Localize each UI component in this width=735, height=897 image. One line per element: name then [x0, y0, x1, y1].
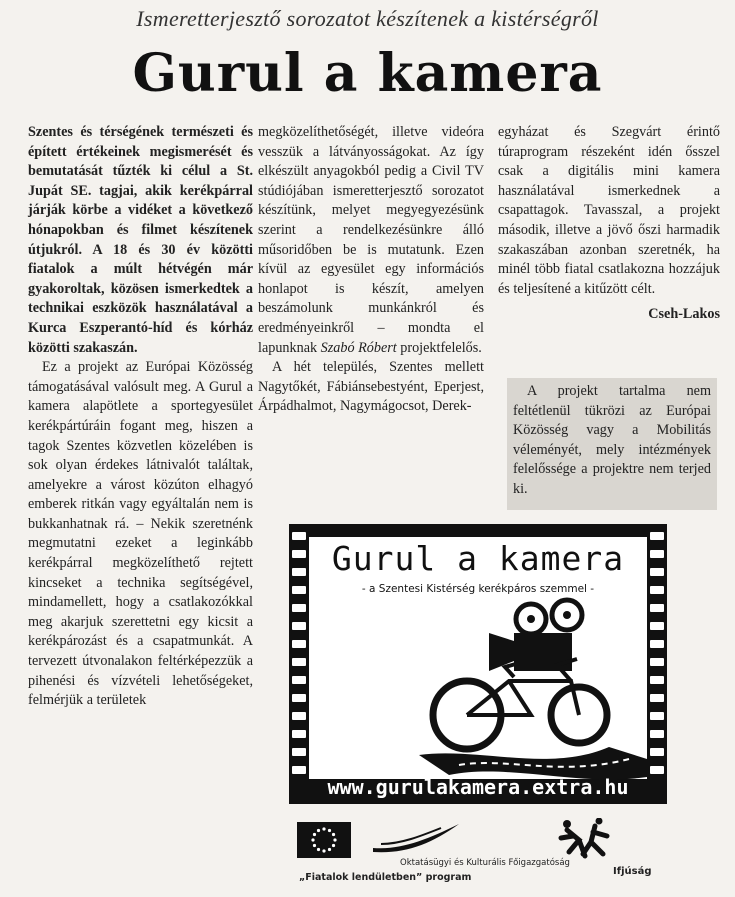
- film-perforation: [650, 532, 664, 540]
- film-perforation: [292, 568, 306, 576]
- eu-star: [322, 827, 325, 830]
- eu-star: [317, 829, 320, 832]
- film-perforation: [650, 640, 664, 648]
- film-perforation: [650, 604, 664, 612]
- project-lead-name: Szabó Róbert: [320, 339, 397, 356]
- film-perforation: [292, 694, 306, 702]
- film-perforation: [292, 622, 306, 630]
- eu-star: [332, 844, 335, 847]
- eu-flag-icon: [297, 822, 351, 858]
- film-perforation: [650, 568, 664, 576]
- film-perforation: [292, 676, 306, 684]
- eu-star: [328, 829, 331, 832]
- article-paragraph: A hét település, Szentes mellett Nagytőkét, Fábiánsebestyént, Eperjest, Árpádhalmot, Nagymágocsot, Derek-: [258, 359, 484, 415]
- film-perforation: [292, 748, 306, 756]
- poster-subtitle: - a Szentesi Kistérség kerékpáros szemmel -: [361, 583, 595, 595]
- film-perforation: [292, 730, 306, 738]
- movie-camera-icon: [514, 633, 572, 671]
- author-signature: Cseh-Lakos: [648, 306, 720, 323]
- film-perforation: [650, 658, 664, 666]
- film-perforation: [292, 532, 306, 540]
- disclaimer-text: A projekt tartalma nem feltétlenül tükrözi az Európai Közösség vagy a Mobilitás véleményét, mely intézmények felelőssége a projektre nem terjed ki.: [513, 383, 711, 497]
- column-3: [498, 123, 720, 325]
- disclaimer-box: [507, 378, 717, 510]
- film-perforation: [650, 622, 664, 630]
- poster-title: Gurul a kamera: [331, 539, 625, 578]
- article-paragraph: [258, 123, 484, 358]
- paragraph-text: megközelíthetőségét, illetve videóra vesszük a látványosságokat. Az így elkészült anyagokból pedig a Civil TV stúdiójában ismeretterjesztő sorozatot készítünk, melyet megyegyezésünk szerint a rendelkezésünkre álló műsoridőben be is mutatunk. Ezen kívül az egyesület egy információs honlapot is készít, amelyen beszámolunk munkánkról és eredményeinkről – mondta el lapunknak: [258, 124, 484, 356]
- film-reel-icon: [516, 600, 582, 634]
- mobilitas-swoosh-icon: [371, 820, 461, 856]
- column-2: [258, 123, 484, 417]
- column-1: [28, 123, 253, 711]
- youth-figures-icon: [557, 818, 617, 868]
- article-lead: Szentes és térségének természeti és épített értékeinek megismerését és bemutatását tűzték ki célul a St. Jupát SE. tagjai, akik kerékpárral járják körbe a vidéket a következő hónapokban és filmet készítenek útjukról. A 18 és 30 év közötti fiatalok a múlt hétvégén már gyakoroltak, közösen ismerkedtek a technikai eszközök használatával a Kurca Eszperantó-híd és kórház közötti szakaszán.: [28, 124, 253, 356]
- article-paragraph: egyházat és Szegvárt érintő túraprogram részeként idén ősszel csak a digitális mini kamera használatával ismerkednek a csapattagok. Tavasszal, a projekt második, illetve a jövő őszi harmadik szakaszában azonban szeretnék, ha minél több fiatal csatlakozna hozzájuk és teljesítené a kitűzött célt.: [498, 124, 720, 297]
- article-headline: Gurul a kamera: [132, 43, 603, 104]
- film-perforation: [292, 604, 306, 612]
- film-perforation: [650, 550, 664, 558]
- eu-star: [332, 833, 335, 836]
- article-kicker: Ismeretterjesztő sorozatot készítenek a kistérségről: [136, 6, 599, 31]
- eu-star: [313, 844, 316, 847]
- eu-star: [313, 833, 316, 836]
- paragraph-text: projektfelelős.: [396, 339, 482, 356]
- film-perforation: [292, 586, 306, 594]
- sponsor-logos: [295, 816, 715, 892]
- eu-star: [328, 848, 331, 851]
- article-paragraph: Ez a projekt az Európai Közösség támogatásával valósult meg. A Gurul a kamera alapötlete a sportegyesület kerékpártúráin fogant meg, hiszen a tagok Szentes közvetlen közelében is sok olyan érdekes látnivalót találtak, amelyekre a várost közúton elhagyó emberek ritkán vagy egyáltalán nem is bukkanhatnak rá. – Nekik szeretnénk megmutatni ezeket a leginkább kerékpárral megközelíthető rejtett kincseket a technika segítségével, mindamellett, hogy a csatlakozókkal meg akarjuk szerettetni egy kicsit a kerékpározást és a csapatmunkát. A tervezett útvonalakon feltérképezzük a pihenési és vízvételi lehetőségeket, felmérjük a területek: [28, 359, 253, 709]
- film-perforation: [292, 712, 306, 720]
- eu-star: [322, 849, 325, 852]
- film-perforation: [650, 730, 664, 738]
- bicycle-camera-illustration: [309, 597, 647, 787]
- poster-frame: [309, 537, 647, 779]
- poster-url: www.gurulakamera.extra.hu: [327, 775, 629, 799]
- film-perforation: [650, 712, 664, 720]
- film-perforation: [292, 640, 306, 648]
- film-perforation: [292, 658, 306, 666]
- film-perforation: [650, 676, 664, 684]
- film-strip-poster: [289, 524, 667, 804]
- film-perforation: [650, 748, 664, 756]
- film-perforation: [650, 694, 664, 702]
- agency-name: Oktatásügyi és Kulturális Főigazgatóság: [400, 858, 570, 868]
- film-perforation: [650, 586, 664, 594]
- eu-star: [333, 838, 336, 841]
- film-perforation: [292, 550, 306, 558]
- eu-star: [317, 848, 320, 851]
- program-name: „Fiatalok lendületben” program: [299, 872, 472, 883]
- eu-star: [311, 838, 314, 841]
- youth-label: Ifjúság: [613, 866, 652, 877]
